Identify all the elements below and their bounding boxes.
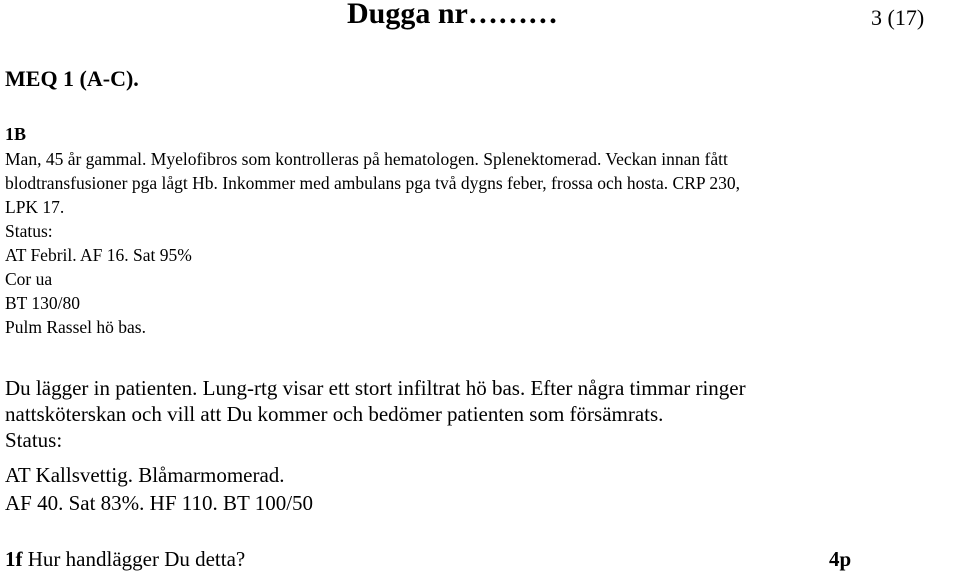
status-line-2: Cor ua [5, 269, 53, 289]
status-line-1: AT Febril. AF 16. Sat 95% [5, 245, 192, 265]
case-title: MEQ 1 (A-C). [5, 66, 139, 91]
followup-status-label: Status: [5, 428, 63, 452]
followup-status-line-2: AF 40. Sat 83%. HF 110. BT 100/50 [5, 491, 314, 515]
followup-status-line-1: AT Kallsvettig. Blåmarmomerad. [5, 463, 285, 487]
question-points: 4p [829, 547, 852, 571]
intro-line-2: blodtransfusioner pga lågt Hb. Inkommer med ambulans pga två dygns feber, frossa och hosta. CRP 230, [5, 173, 740, 193]
status-line-3: BT 130/80 [5, 293, 81, 313]
intro-line-1: Man, 45 år gammal. Myelofibros som kontrolleras på hematologen. Splenektomerad. Veckan innan fått [5, 149, 728, 169]
page-title: Dugga nr……… [347, 0, 558, 30]
section-label: 1B [5, 124, 27, 144]
followup-line-1: Du lägger in patienten. Lung-rtg visar ett stort infiltrat hö bas. Efter några timmar ringer [5, 376, 746, 400]
question-id: 1f [5, 547, 23, 571]
page-number: 3 (17) [871, 5, 925, 30]
intro-line-3: LPK 17. [5, 197, 65, 217]
question [5, 547, 245, 572]
question-text: Hur handlägger Du detta? [27, 547, 246, 571]
status-line-4: Pulm Rassel hö bas. [5, 317, 146, 337]
status-label: Status: [5, 221, 53, 241]
followup-line-2: nattsköterskan och vill att Du kommer och bedömer patienten som försämrats. [5, 402, 664, 426]
